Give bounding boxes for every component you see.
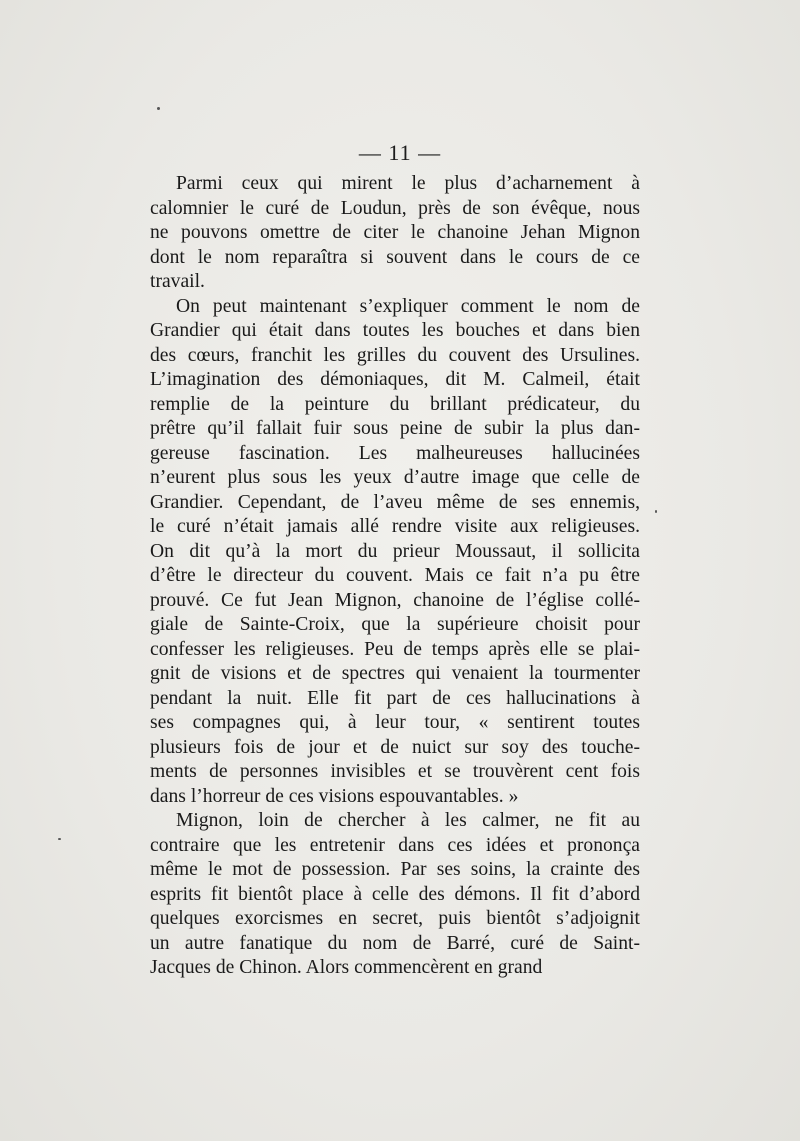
text-line: prêtre qu’il fallait fuir sous peine de subir la plus dan- — [150, 418, 640, 439]
text-line: Grandier. Cependant, de l’aveu même de ses ennemis, — [150, 491, 640, 513]
text-line: prouvé. Ce fut Jean Mignon, chanoine de l’église collé- — [150, 589, 640, 611]
text-line: le curé n’était jamais allé rendre visite aux religieuses. — [150, 516, 640, 537]
text-line: gereuse fascination. Les malheureuses hallucinées — [150, 442, 640, 464]
text-line: d’être le directeur du couvent. Mais ce fait n’a pu être — [150, 565, 640, 586]
text-line: contraire que les entretenir dans ces idées et prononça — [150, 834, 640, 856]
text-line: pendant la nuit. Elle fit part de ces hallucinations à — [150, 687, 640, 709]
text-line: gnit de visions et de spectres qui venaient la tourmenter — [150, 663, 640, 684]
text-line: dont le nom reparaîtra si souvent dans le cours de ce — [150, 246, 640, 268]
body-text — [150, 172, 640, 981]
text-line: remplie de la peinture du brillant prédicateur, du — [150, 393, 640, 415]
text-line: n’eurent plus sous les yeux d’autre image que celle de — [150, 467, 640, 488]
text-line: L’imagination des démoniaques, dit M. Calmeil, était — [150, 369, 640, 390]
text-line: Grandier qui était dans toutes les bouches et dans bien — [150, 320, 640, 341]
text-line: On dit qu’à la mort du prieur Moussaut, il sollicita — [150, 540, 640, 562]
ink-speck — [157, 107, 160, 110]
text-line: plusieurs fois de jour et de nuict sur soy des touche- — [150, 736, 640, 758]
ink-speck — [655, 510, 657, 513]
text-line: ses compagnes qui, à leur tour, « sentirent toutes — [150, 712, 640, 733]
page-number: — 11 — — [358, 140, 442, 165]
text-line: Parmi ceux qui mirent le plus d’acharnement à — [176, 173, 640, 194]
text-line: un autre fanatique du nom de Barré, curé de Saint- — [150, 932, 640, 954]
text-line: calomnier le curé de Loudun, près de son évêque, nous — [150, 197, 640, 219]
text-line: giale de Sainte-Croix, que la supérieure choisit pour — [150, 614, 640, 635]
text-line: On peut maintenant s’expliquer comment le nom de — [176, 295, 640, 317]
text-line: ne pouvons omettre de citer le chanoine Jehan Mignon — [150, 222, 640, 243]
text-line: confesser les religieuses. Peu de temps après elle se plai- — [150, 638, 640, 660]
text-line: Jacques de Chinon. Alors commencèrent en grand — [150, 957, 543, 978]
text-line: des cœurs, franchit les grilles du couvent des Ursulines. — [150, 344, 640, 366]
text-line: dans l’horreur de ces visions espouvantables. » — [150, 785, 519, 807]
text-line: même le mot de possession. Par ses soins, la crainte des — [150, 859, 640, 880]
text-line: quelques exorcismes en secret, puis bientôt s’adjoignit — [150, 908, 640, 929]
text-line: ments de personnes invisibles et se trouvèrent cent fois — [150, 761, 640, 782]
text-line: esprits fit bientôt place à celle des démons. Il fit d’abord — [150, 883, 640, 905]
text-line: travail. — [150, 271, 205, 292]
text-line: Mignon, loin de chercher à les calmer, ne fit au — [176, 810, 640, 831]
ink-speck — [58, 838, 61, 840]
